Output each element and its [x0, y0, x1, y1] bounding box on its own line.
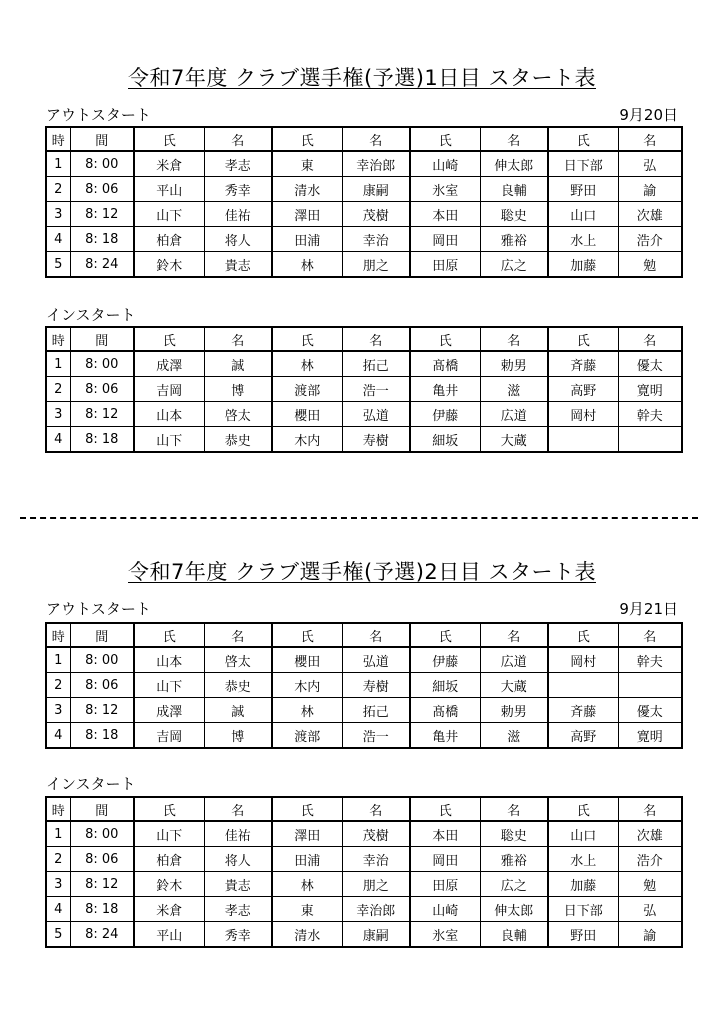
cell-given-4: 弘 — [618, 897, 682, 922]
cell-given-3: 勅男 — [480, 351, 548, 377]
header-given-3: 名 — [480, 127, 548, 151]
cell-given-1: 孝志 — [204, 897, 272, 922]
cell-given-1: 啓太 — [204, 402, 272, 427]
header-time: 間 — [70, 327, 134, 351]
header-surname-4: 氏 — [548, 127, 618, 151]
cell-given-3: 雅裕 — [480, 847, 548, 872]
day2-date: 9月21日 — [619, 600, 678, 618]
cell-no: 1 — [46, 647, 70, 673]
cell-given-4: 寛明 — [618, 377, 682, 402]
cell-given-4 — [618, 427, 682, 453]
header-surname-2: 氏 — [272, 797, 342, 821]
day2-title: 令和7年度 クラブ選手権(予選)2日目 スタート表 — [128, 560, 596, 584]
cell-time: 8: 12 — [70, 202, 134, 227]
cell-given-3: 聡史 — [480, 202, 548, 227]
table-row — [46, 252, 682, 278]
cell-surname-3: 山崎 — [410, 151, 480, 177]
cell-surname-3: 細坂 — [410, 673, 480, 698]
cell-surname-2: 林 — [272, 252, 342, 278]
cell-surname-1: 成澤 — [134, 698, 204, 723]
cell-given-2: 幸治郎 — [342, 151, 410, 177]
cell-no: 3 — [46, 202, 70, 227]
cell-time: 8: 12 — [70, 872, 134, 897]
cell-time: 8: 06 — [70, 377, 134, 402]
cell-surname-3: 亀井 — [410, 377, 480, 402]
cell-given-3: 大蔵 — [480, 427, 548, 453]
header-given-4: 名 — [618, 327, 682, 351]
cell-given-1: 博 — [204, 723, 272, 749]
cell-surname-4: 野田 — [548, 177, 618, 202]
cell-surname-1: 平山 — [134, 922, 204, 948]
cell-surname-2: 東 — [272, 897, 342, 922]
cell-given-1: 啓太 — [204, 647, 272, 673]
cell-surname-4: 高野 — [548, 723, 618, 749]
cell-surname-4 — [548, 427, 618, 453]
cell-given-3: 雅裕 — [480, 227, 548, 252]
cell-surname-4: 加藤 — [548, 872, 618, 897]
cell-surname-4: 岡村 — [548, 647, 618, 673]
cell-surname-3: 本田 — [410, 821, 480, 847]
cell-time: 8: 06 — [70, 847, 134, 872]
cell-surname-2: 林 — [272, 351, 342, 377]
cell-given-2: 寿樹 — [342, 427, 410, 453]
cell-given-2: 幸治 — [342, 227, 410, 252]
cell-surname-1: 山本 — [134, 402, 204, 427]
header-surname-4: 氏 — [548, 327, 618, 351]
cell-given-4: 勉 — [618, 252, 682, 278]
cell-surname-1: 柏倉 — [134, 227, 204, 252]
cell-given-2: 朋之 — [342, 872, 410, 897]
cell-given-4: 次雄 — [618, 202, 682, 227]
cell-no: 4 — [46, 427, 70, 453]
cell-surname-4: 水上 — [548, 847, 618, 872]
cell-given-4: 弘 — [618, 151, 682, 177]
page-divider — [20, 517, 698, 519]
cell-surname-1: 山本 — [134, 647, 204, 673]
cell-given-1: 博 — [204, 377, 272, 402]
cell-given-3: 聡史 — [480, 821, 548, 847]
header-surname-3: 氏 — [410, 623, 480, 647]
header-row — [46, 623, 682, 647]
cell-surname-4: 高野 — [548, 377, 618, 402]
cell-time: 8: 00 — [70, 151, 134, 177]
cell-given-1: 秀幸 — [204, 922, 272, 948]
cell-given-1: 将人 — [204, 847, 272, 872]
cell-given-1: 貴志 — [204, 872, 272, 897]
cell-given-4: 勉 — [618, 872, 682, 897]
cell-surname-3: 伊藤 — [410, 647, 480, 673]
cell-surname-1: 山下 — [134, 427, 204, 453]
cell-no: 1 — [46, 821, 70, 847]
table-row — [46, 177, 682, 202]
cell-surname-3: 岡田 — [410, 847, 480, 872]
header-surname-2: 氏 — [272, 127, 342, 151]
cell-surname-4: 水上 — [548, 227, 618, 252]
cell-surname-2: 渡部 — [272, 723, 342, 749]
cell-given-4: 諭 — [618, 922, 682, 948]
cell-given-3: 滋 — [480, 377, 548, 402]
cell-given-3: 良輔 — [480, 922, 548, 948]
cell-surname-1: 山下 — [134, 673, 204, 698]
cell-surname-2: 林 — [272, 872, 342, 897]
cell-surname-4: 山口 — [548, 821, 618, 847]
header-given-4: 名 — [618, 623, 682, 647]
day1-in-label: インスタート — [46, 306, 136, 324]
header-given-1: 名 — [204, 623, 272, 647]
table-row — [46, 897, 682, 922]
day2-out-table — [45, 622, 683, 749]
header-time: 間 — [70, 127, 134, 151]
header-given-2: 名 — [342, 127, 410, 151]
header-given-2: 名 — [342, 797, 410, 821]
cell-surname-3: 髙橋 — [410, 698, 480, 723]
header-surname-1: 氏 — [134, 623, 204, 647]
cell-surname-3: 氷室 — [410, 177, 480, 202]
cell-given-3: 広道 — [480, 647, 548, 673]
cell-surname-3: 亀井 — [410, 723, 480, 749]
day2-out-label: アウトスタート — [46, 600, 151, 618]
header-surname-3: 氏 — [410, 127, 480, 151]
cell-surname-2: 櫻田 — [272, 402, 342, 427]
table-row — [46, 427, 682, 453]
header-surname-4: 氏 — [548, 623, 618, 647]
cell-no: 2 — [46, 847, 70, 872]
cell-given-1: 誠 — [204, 351, 272, 377]
cell-given-3: 大蔵 — [480, 673, 548, 698]
cell-surname-4 — [548, 673, 618, 698]
cell-time: 8: 24 — [70, 252, 134, 278]
cell-given-1: 貴志 — [204, 252, 272, 278]
cell-surname-3: 細坂 — [410, 427, 480, 453]
day2-in-table — [45, 796, 683, 948]
header-time: 間 — [70, 623, 134, 647]
header-no: 時 — [46, 127, 70, 151]
cell-given-4: 浩介 — [618, 847, 682, 872]
cell-given-4: 優太 — [618, 698, 682, 723]
table-row — [46, 673, 682, 698]
cell-given-1: 恭史 — [204, 673, 272, 698]
cell-given-3: 勅男 — [480, 698, 548, 723]
cell-no: 5 — [46, 922, 70, 948]
header-given-4: 名 — [618, 127, 682, 151]
cell-given-4: 幹夫 — [618, 647, 682, 673]
header-given-1: 名 — [204, 127, 272, 151]
cell-surname-2: 東 — [272, 151, 342, 177]
header-surname-1: 氏 — [134, 127, 204, 151]
cell-given-1: 誠 — [204, 698, 272, 723]
cell-surname-3: 髙橋 — [410, 351, 480, 377]
cell-surname-4: 山口 — [548, 202, 618, 227]
header-given-2: 名 — [342, 327, 410, 351]
cell-surname-1: 吉岡 — [134, 723, 204, 749]
header-given-4: 名 — [618, 797, 682, 821]
cell-no: 1 — [46, 151, 70, 177]
header-surname-2: 氏 — [272, 327, 342, 351]
cell-surname-3: 岡田 — [410, 227, 480, 252]
cell-surname-3: 田原 — [410, 252, 480, 278]
cell-surname-2: 澤田 — [272, 202, 342, 227]
day1-title: 令和7年度 クラブ選手権(予選)1日目 スタート表 — [128, 66, 596, 90]
cell-given-2: 弘道 — [342, 647, 410, 673]
cell-surname-1: 米倉 — [134, 151, 204, 177]
cell-given-2: 拓己 — [342, 698, 410, 723]
table-row — [46, 202, 682, 227]
table-row — [46, 847, 682, 872]
table-row — [46, 377, 682, 402]
cell-surname-4: 加藤 — [548, 252, 618, 278]
cell-given-2: 茂樹 — [342, 202, 410, 227]
cell-given-4: 浩介 — [618, 227, 682, 252]
day1-out-table — [45, 126, 683, 278]
cell-surname-4: 日下部 — [548, 151, 618, 177]
cell-no: 4 — [46, 723, 70, 749]
table-row — [46, 402, 682, 427]
cell-surname-4: 斉藤 — [548, 698, 618, 723]
header-given-1: 名 — [204, 327, 272, 351]
header-surname-3: 氏 — [410, 327, 480, 351]
cell-no: 3 — [46, 402, 70, 427]
cell-given-2: 浩一 — [342, 377, 410, 402]
cell-given-3: 広之 — [480, 252, 548, 278]
header-given-3: 名 — [480, 623, 548, 647]
header-given-3: 名 — [480, 327, 548, 351]
cell-time: 8: 18 — [70, 723, 134, 749]
cell-surname-2: 澤田 — [272, 821, 342, 847]
cell-given-1: 将人 — [204, 227, 272, 252]
header-row — [46, 327, 682, 351]
table-row — [46, 151, 682, 177]
day1-in-table — [45, 326, 683, 453]
cell-time: 8: 12 — [70, 698, 134, 723]
cell-given-2: 茂樹 — [342, 821, 410, 847]
cell-given-4: 幹夫 — [618, 402, 682, 427]
cell-no: 4 — [46, 897, 70, 922]
cell-given-4: 優太 — [618, 351, 682, 377]
header-no: 時 — [46, 327, 70, 351]
header-given-2: 名 — [342, 623, 410, 647]
table-row — [46, 227, 682, 252]
table-row — [46, 821, 682, 847]
cell-given-2: 幸治 — [342, 847, 410, 872]
cell-given-3: 良輔 — [480, 177, 548, 202]
header-surname-1: 氏 — [134, 327, 204, 351]
cell-surname-1: 山下 — [134, 821, 204, 847]
cell-no: 1 — [46, 351, 70, 377]
table-row — [46, 647, 682, 673]
cell-surname-1: 米倉 — [134, 897, 204, 922]
cell-surname-2: 清水 — [272, 177, 342, 202]
cell-given-3: 広道 — [480, 402, 548, 427]
table-row — [46, 698, 682, 723]
cell-time: 8: 18 — [70, 897, 134, 922]
cell-surname-4: 野田 — [548, 922, 618, 948]
cell-surname-3: 山崎 — [410, 897, 480, 922]
cell-surname-4: 岡村 — [548, 402, 618, 427]
day1-date: 9月20日 — [619, 106, 678, 124]
cell-surname-3: 氷室 — [410, 922, 480, 948]
header-surname-3: 氏 — [410, 797, 480, 821]
cell-no: 2 — [46, 377, 70, 402]
table-row — [46, 872, 682, 897]
cell-surname-4: 日下部 — [548, 897, 618, 922]
cell-surname-1: 山下 — [134, 202, 204, 227]
cell-no: 4 — [46, 227, 70, 252]
table-row — [46, 351, 682, 377]
cell-given-2: 拓己 — [342, 351, 410, 377]
cell-surname-2: 田浦 — [272, 847, 342, 872]
cell-time: 8: 00 — [70, 351, 134, 377]
day2-in-label: インスタート — [46, 775, 136, 793]
cell-surname-2: 林 — [272, 698, 342, 723]
cell-given-2: 朋之 — [342, 252, 410, 278]
cell-surname-4: 斉藤 — [548, 351, 618, 377]
cell-no: 3 — [46, 872, 70, 897]
header-given-1: 名 — [204, 797, 272, 821]
header-surname-4: 氏 — [548, 797, 618, 821]
cell-given-2: 康嗣 — [342, 177, 410, 202]
cell-given-2: 寿樹 — [342, 673, 410, 698]
cell-no: 2 — [46, 177, 70, 202]
header-no: 時 — [46, 623, 70, 647]
cell-time: 8: 12 — [70, 402, 134, 427]
cell-surname-2: 木内 — [272, 673, 342, 698]
day1-out-label: アウトスタート — [46, 106, 151, 124]
cell-time: 8: 18 — [70, 227, 134, 252]
cell-surname-1: 平山 — [134, 177, 204, 202]
cell-surname-2: 木内 — [272, 427, 342, 453]
cell-given-2: 幸治郎 — [342, 897, 410, 922]
cell-no: 3 — [46, 698, 70, 723]
cell-surname-2: 清水 — [272, 922, 342, 948]
cell-given-1: 佳祐 — [204, 202, 272, 227]
cell-time: 8: 00 — [70, 821, 134, 847]
cell-time: 8: 24 — [70, 922, 134, 948]
cell-surname-2: 櫻田 — [272, 647, 342, 673]
header-surname-1: 氏 — [134, 797, 204, 821]
cell-surname-2: 田浦 — [272, 227, 342, 252]
header-given-3: 名 — [480, 797, 548, 821]
cell-surname-1: 柏倉 — [134, 847, 204, 872]
cell-time: 8: 00 — [70, 647, 134, 673]
cell-given-4 — [618, 673, 682, 698]
cell-given-4: 寛明 — [618, 723, 682, 749]
cell-given-3: 広之 — [480, 872, 548, 897]
cell-surname-1: 鈴木 — [134, 252, 204, 278]
header-row — [46, 797, 682, 821]
cell-given-1: 孝志 — [204, 151, 272, 177]
cell-given-1: 佳祐 — [204, 821, 272, 847]
table-row — [46, 922, 682, 948]
cell-given-2: 康嗣 — [342, 922, 410, 948]
cell-surname-1: 吉岡 — [134, 377, 204, 402]
header-surname-2: 氏 — [272, 623, 342, 647]
header-time: 間 — [70, 797, 134, 821]
cell-time: 8: 06 — [70, 177, 134, 202]
cell-surname-3: 本田 — [410, 202, 480, 227]
cell-surname-2: 渡部 — [272, 377, 342, 402]
cell-surname-1: 鈴木 — [134, 872, 204, 897]
cell-surname-3: 伊藤 — [410, 402, 480, 427]
cell-given-2: 浩一 — [342, 723, 410, 749]
cell-given-1: 秀幸 — [204, 177, 272, 202]
header-no: 時 — [46, 797, 70, 821]
cell-surname-3: 田原 — [410, 872, 480, 897]
cell-given-3: 滋 — [480, 723, 548, 749]
cell-no: 5 — [46, 252, 70, 278]
cell-given-4: 諭 — [618, 177, 682, 202]
cell-given-1: 恭史 — [204, 427, 272, 453]
cell-given-3: 伸太郎 — [480, 897, 548, 922]
cell-surname-1: 成澤 — [134, 351, 204, 377]
cell-given-4: 次雄 — [618, 821, 682, 847]
cell-time: 8: 18 — [70, 427, 134, 453]
table-row — [46, 723, 682, 749]
cell-given-2: 弘道 — [342, 402, 410, 427]
cell-no: 2 — [46, 673, 70, 698]
header-row — [46, 127, 682, 151]
cell-given-3: 伸太郎 — [480, 151, 548, 177]
cell-time: 8: 06 — [70, 673, 134, 698]
